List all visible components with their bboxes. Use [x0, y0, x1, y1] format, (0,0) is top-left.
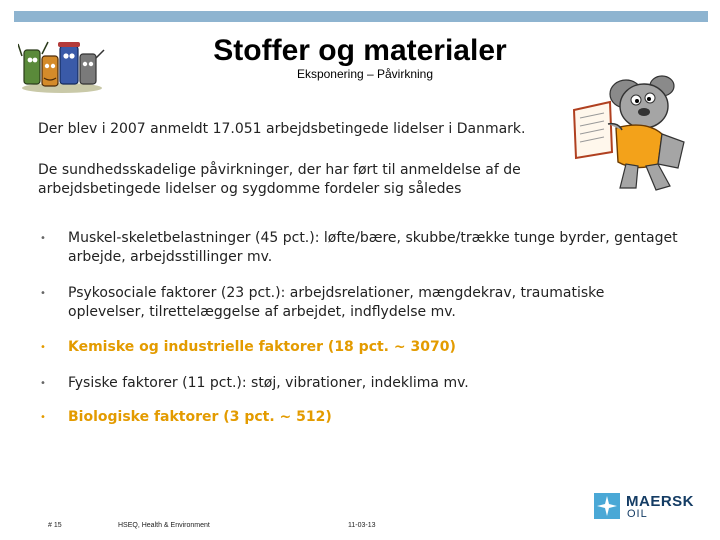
maersk-oil-logo: [594, 493, 702, 523]
footer-date: 11-03-13: [348, 522, 376, 529]
bullet-marker: •: [40, 342, 46, 353]
page-subtitle: Eksponering – Påvirkning: [296, 67, 434, 81]
bullet-marker: •: [40, 412, 46, 423]
logo-wordmark: MAERSK: [626, 493, 695, 510]
koala-reading-clipart-icon: [566, 72, 700, 196]
footer-department: HSEQ, Health & Environment: [118, 522, 210, 529]
logo-subtext: OIL: [627, 508, 648, 520]
maersk-star-icon: [594, 493, 620, 519]
list-item-text: Muskel-skeletbelastninger (45 pct.): løfte/bære, skubbe/trække tunge byrder, gentaget arbejde, arbejdsstillinger mv.: [68, 230, 678, 265]
bullet-marker: •: [40, 288, 46, 299]
lead-paragraph: De sundhedsskadelige påvirkninger, der har ført til anmeldelse af de arbejdsbetingede lidelser og sygdomme fordeler sig således: [38, 162, 521, 197]
bullet-marker: •: [40, 378, 46, 389]
list-item-text: Biologiske faktorer (3 pct. ~ 512): [68, 409, 332, 425]
bullet-marker: •: [40, 233, 46, 244]
intro-paragraph: Der blev i 2007 anmeldt 17.051 arbejdsbetingede lidelser i Danmark.: [38, 121, 526, 137]
top-accent-bar: [14, 11, 708, 22]
footer-page-number: # 15: [48, 522, 62, 529]
list-item-text: Fysiske faktorer (11 pct.): støj, vibrationer, indeklima mv.: [68, 375, 469, 391]
list-item-text: Kemiske og industrielle faktorer (18 pct. ~ 3070): [68, 339, 456, 355]
list-item-text: Psykosociale faktorer (23 pct.): arbejdsrelationer, mængdekrav, traumatiske oplevelser, tilrettelæggelse af arbejdet, indflydelse mv.: [68, 285, 605, 320]
page-title: Stoffer og materialer: [213, 34, 507, 67]
